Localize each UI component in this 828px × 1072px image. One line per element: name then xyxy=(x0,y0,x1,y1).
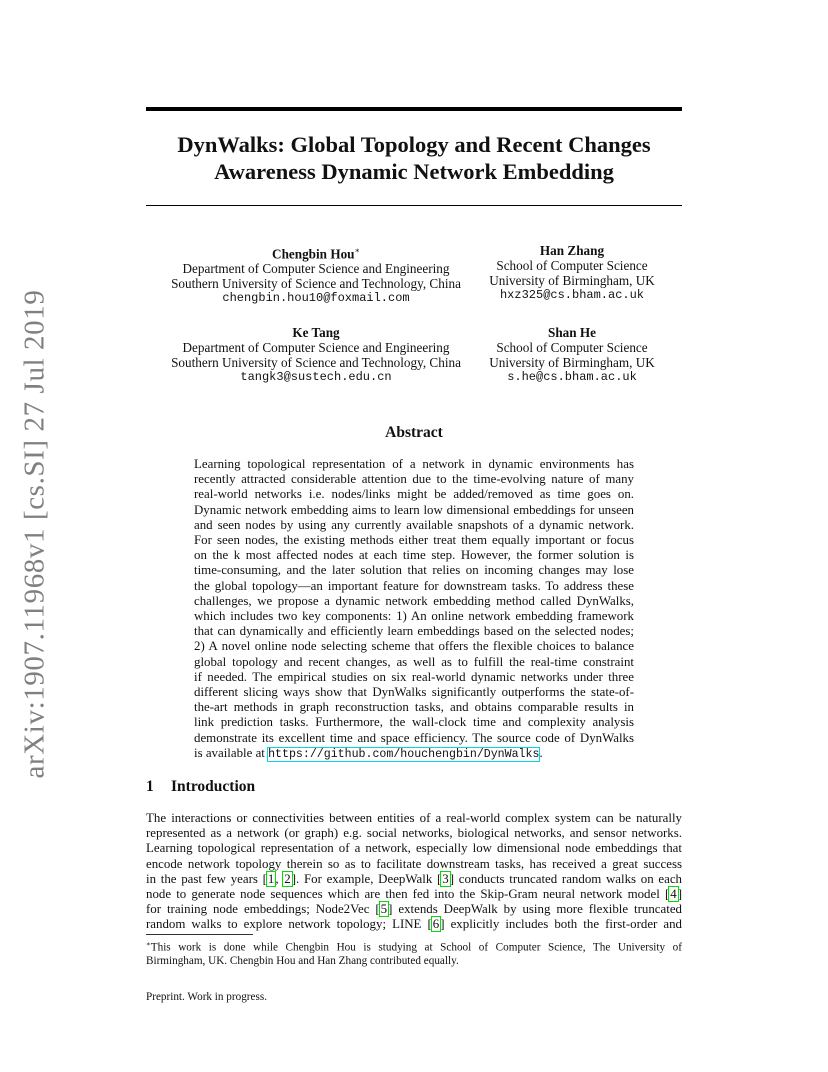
intro-line: Learning topological representation of a network, especially low dimensional node embeddings that xyxy=(146,841,682,856)
citation-link[interactable]: 1 xyxy=(267,871,275,886)
author-block-3 xyxy=(160,325,472,385)
abstract-line: Learning topological representation of a network in dynamic environments has xyxy=(194,457,634,471)
abstract-line: different slicing ways show that DynWalks significantly outperforms the state-of- xyxy=(194,685,634,700)
abstract-line: the-art methods in graph reconstruction tasks, and obtains comparable results in xyxy=(194,700,634,715)
author-email: chengbin.hou10@foxmail.com xyxy=(222,291,410,306)
abstract-last-prefix: is available at xyxy=(194,745,269,760)
author-institution: Southern University of Science and Technology, China xyxy=(171,355,461,370)
author-block-2 xyxy=(482,243,662,303)
author-department: Department of Computer Science and Engineering xyxy=(182,340,450,355)
preprint-notice: Preprint. Work in progress. xyxy=(146,991,268,1003)
intro-text: ]. For example, DeepWalk xyxy=(291,871,437,886)
intro-text: node to generate node sequences which are then fed into the Skip-Gram neural network model xyxy=(146,887,665,902)
footnote-line: Birmingham, UK. Chengbin Hou and Han Zhang contributed equally. xyxy=(146,955,459,968)
author-department: Department of Computer Science and Engineering xyxy=(182,261,450,277)
author-name: Shan He xyxy=(547,325,596,340)
intro-line: random walks to explore network topology; LINE [6] explicitly includes both the first-order and xyxy=(146,917,682,932)
abstract-line: For seen nodes, the existing methods either treat them equally important or focus xyxy=(194,533,634,548)
author-block-4 xyxy=(482,325,662,385)
intro-text: explicitly includes both the first-order and xyxy=(444,917,682,932)
section-number: 1 xyxy=(146,778,154,795)
footnote-line xyxy=(146,938,682,955)
author-institution: Southern University of Science and Technology, China xyxy=(171,276,461,292)
abstract-line: challenges, we propose a dynamic network embedding method called DynWalks, xyxy=(194,593,634,608)
abstract-line: that can dynamically and efficiently learn embeddings based on the selected nodes; xyxy=(194,624,634,639)
citation-link[interactable]: 5 xyxy=(380,902,388,917)
author-institution: University of Birmingham, UK xyxy=(489,355,655,370)
title-line-1: DynWalks: Global Topology and Recent Changes xyxy=(177,132,651,157)
source-code-link[interactable]: https://github.com/houchengbin/DynWalks xyxy=(268,747,540,761)
section-heading xyxy=(146,778,255,796)
title-bottom-rule xyxy=(146,205,682,206)
intro-line: encode network topology therein so as to facilitate downstream tasks, has received a great success xyxy=(146,856,682,871)
abstract-line: Dynamic network embedding aims to learn low dimensional embeddings for unseen xyxy=(194,502,634,517)
arxiv-identifier: arXiv:1907.11968v1 [cs.SI] 27 Jul 2019 xyxy=(18,289,51,779)
intro-text: in the past few years xyxy=(146,871,263,886)
author-name: Chengbin Hou xyxy=(272,246,355,262)
author-email: s.he@cs.bham.ac.uk xyxy=(507,370,637,384)
author-email: tangk3@sustech.edu.cn xyxy=(240,370,392,384)
abstract-line: 2) A novel online node selecting scheme that offers the flexible choices to balance xyxy=(194,639,634,654)
author-institution: University of Birmingham, UK xyxy=(489,273,655,288)
title-line-2: Awareness Dynamic Network Embedding xyxy=(214,159,614,184)
intro-text: for training node embeddings; Node2Vec xyxy=(146,902,376,917)
abstract-line: time-consuming, and the later solution that relies on incoming changes may lose xyxy=(194,563,634,578)
abstract-line: on the k most affected nodes at each time step. However, the former solution is xyxy=(194,548,634,563)
intro-text: extends DeepWalk by using more flexible truncated xyxy=(392,902,682,917)
citation-link[interactable]: 3 xyxy=(442,871,449,886)
abstract-body xyxy=(194,457,634,762)
intro-line: for training node embeddings; Node2Vec [5] extends DeepWalk by using more flexible truncated xyxy=(146,902,682,917)
author-footnote-mark: ∗ xyxy=(354,246,360,255)
abstract-line: global topology and recent changes, as well as to fulfill the real-time constraint xyxy=(194,654,634,669)
footnote-text: This work is done while Chengbin Hou is studying at School of Computer Science, The University of xyxy=(150,941,682,954)
abstract-line: if needed. The empirical studies on six real-world dynamic networks under three xyxy=(194,669,634,684)
intro-text: random walks to explore network topology; LINE xyxy=(146,917,428,932)
title-top-rule xyxy=(146,107,682,111)
author-name: Han Zhang xyxy=(539,243,605,258)
abstract-line: link prediction tasks. Furthermore, the wall-clock time and complexity analysis xyxy=(194,715,634,730)
footnote-rule xyxy=(146,934,253,935)
citation-link[interactable]: 2 xyxy=(284,871,291,886)
author-department: School of Computer Science xyxy=(496,258,648,273)
author-block-1 xyxy=(160,243,472,306)
intro-line: represented as a network (or graph) e.g. social networks, biological networks, and sensor networks. xyxy=(146,826,682,841)
citation-link[interactable]: 6 xyxy=(432,917,440,932)
footnote-mark: ∗ xyxy=(146,940,151,948)
author-department: School of Computer Science xyxy=(496,340,648,355)
abstract-line: which includes two key components: 1) An online network embedding framework xyxy=(194,609,634,624)
abstract-last-suffix: . xyxy=(539,745,543,760)
paper-title xyxy=(146,131,682,185)
intro-body xyxy=(146,811,682,933)
intro-text: , xyxy=(275,871,284,886)
abstract-line: the global topology—an important feature for downstream tasks. To address these xyxy=(194,578,634,593)
abstract-line: recently attracted considerable attention due to the time-evolving nature of many xyxy=(194,472,634,487)
abstract-heading: Abstract xyxy=(385,424,443,441)
abstract-line: and seen nodes by using any currently available snapshots of a dynamic network. xyxy=(194,517,634,532)
footnote xyxy=(146,938,682,969)
intro-line: node to generate node sequences which are then fed into the Skip-Gram neural network model [4] xyxy=(146,887,682,902)
author-email: hxz325@cs.bham.ac.uk xyxy=(499,288,645,302)
intro-text: conducts truncated random walks on each xyxy=(454,871,682,886)
abstract-line: real-world networks i.e. nodes/links might be added/removed as time goes on. xyxy=(194,487,634,502)
citation-link[interactable]: 4 xyxy=(670,887,677,902)
section-title: Introduction xyxy=(171,778,256,795)
abstract-line: demonstrate its excellent time and space efficiency. The source code of DynWalks xyxy=(194,730,634,745)
abstract-last-line xyxy=(194,746,634,762)
intro-line: The interactions or connectivities between entities of a real-world complex system can be naturally xyxy=(146,811,682,825)
intro-line: in the past few years [1, 2]. For example, DeepWalk [3] conducts truncated random walks on each xyxy=(146,871,682,886)
author-name: Ke Tang xyxy=(292,325,340,340)
